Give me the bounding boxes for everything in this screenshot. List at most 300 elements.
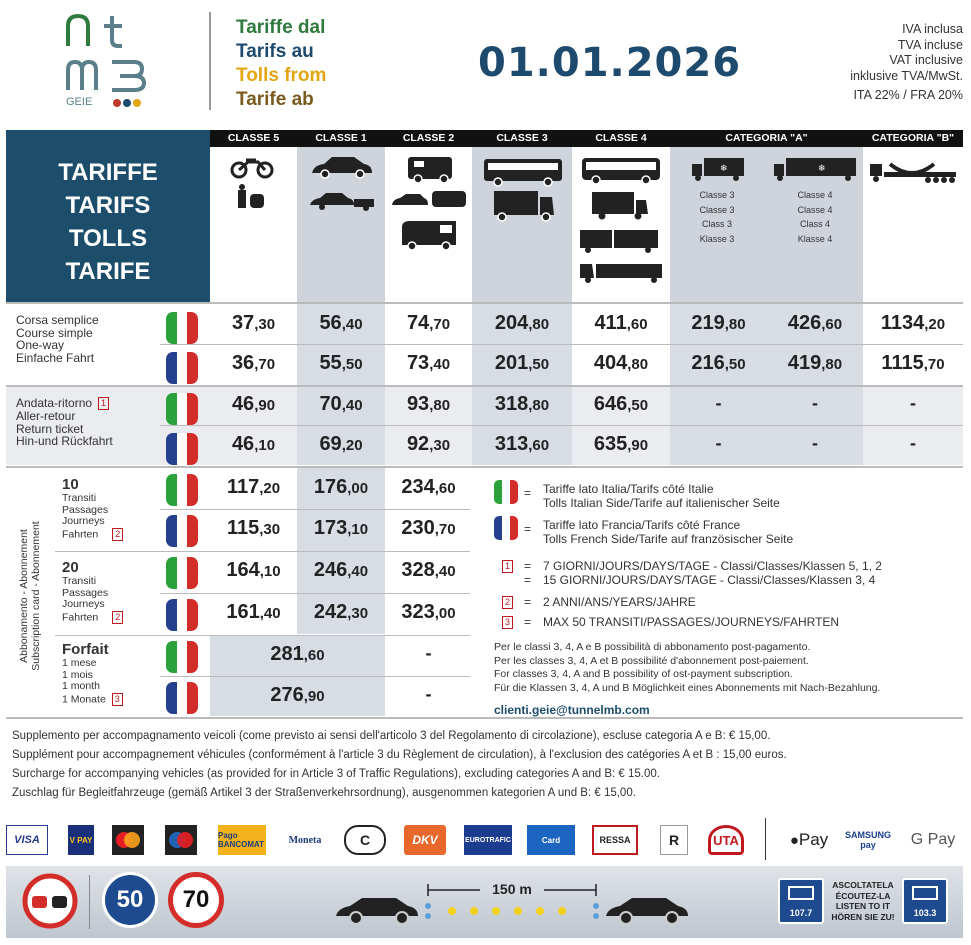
toll-dec: ,40 — [341, 316, 363, 333]
cat-a-line: Class 4 — [799, 219, 830, 229]
panel-title: TARIFFE — [58, 159, 158, 186]
row-divider — [6, 717, 963, 719]
toll-dec: ,80 — [528, 316, 550, 333]
label-line: Passages — [62, 503, 109, 516]
toll-int: 201 — [494, 352, 529, 374]
cat-a-line: Classe 4 — [797, 204, 833, 215]
row-divider — [160, 425, 963, 426]
toll-value — [863, 352, 963, 375]
toll-value — [572, 433, 670, 456]
label-line: Transiti — [62, 575, 97, 587]
toll-dec: ,60 — [303, 647, 325, 664]
tariff-panel — [6, 130, 210, 302]
toll-int: 164 — [226, 559, 260, 581]
toll-value — [385, 312, 472, 335]
apple-pay-text: Pay — [798, 830, 829, 849]
label-line: Transiti — [62, 492, 97, 504]
toll-value — [670, 312, 767, 335]
radio-frequency-sign — [778, 878, 824, 924]
radio-frequency: 107.7 — [789, 908, 813, 918]
toll-dec: ,40 — [341, 397, 363, 414]
france-flag-icon — [166, 599, 198, 631]
toll-int: 323 — [401, 601, 435, 623]
row-divider — [160, 593, 470, 594]
cat-a-line: Classe 4 — [797, 190, 833, 200]
mastercard-logo — [112, 825, 144, 855]
toll-int: 46 — [231, 433, 255, 455]
toll-dec: ,20 — [341, 437, 363, 454]
label-line: Aller-retour — [16, 409, 76, 424]
tariff-titles — [236, 16, 326, 112]
toll-dec: ,30 — [347, 605, 369, 622]
legend-line: Tariffe lato Italia/Tarifs côté Italie — [543, 482, 714, 496]
col-classe1: CLASSE 1 — [315, 132, 367, 144]
cat-a-line: Klasse 4 — [797, 233, 833, 244]
toll-int: 69 — [319, 433, 342, 455]
title-de: Tarife ab — [236, 89, 314, 110]
toll-dec: ,20 — [924, 316, 946, 333]
legend-line: 7 GIORNI/JOURS/DAYS/TAGE - Classi/Classes/Klassen 5, 1, 2 — [543, 559, 882, 573]
label-line: Hin-und Rückfahrt — [16, 434, 113, 449]
legend-line: Per le classi 3, 4, A e B possibilità di abbonamento post-pagamento. — [494, 641, 811, 653]
vat-line: IVA inclusa — [902, 22, 963, 36]
panel-title: TOLLS — [68, 225, 148, 252]
no-value-dash: - — [425, 684, 432, 704]
toll-int: 46 — [231, 393, 255, 415]
row-divider — [55, 635, 470, 636]
title-it: Tariffe dal — [236, 17, 326, 38]
toll-int: 328 — [401, 559, 435, 581]
logo-brand: GEIE — [66, 96, 93, 108]
eq-sign: = — [524, 486, 532, 500]
toll-dec: ,30 — [429, 437, 451, 454]
toll-value — [210, 643, 385, 666]
col-categoria-b: CATEGORIA "B" — [871, 132, 955, 144]
supplement-notes — [12, 727, 787, 803]
eurotrafic-logo: EUROTRAFIC — [464, 825, 512, 855]
toll-value — [572, 352, 670, 375]
toll-int: 404 — [593, 352, 628, 374]
cat-a-line: Klasse 3 — [699, 233, 735, 244]
refrigerated-truck-icon — [690, 156, 746, 182]
toll-int: 74 — [406, 312, 430, 334]
radio-frequency: 103.3 — [913, 908, 937, 918]
radio-text-line: ÉCOUTEZ-LA — [835, 890, 891, 901]
single-trip-label — [16, 314, 99, 364]
toll-value — [385, 393, 472, 416]
toll-value — [385, 517, 472, 540]
toll-dec: ,90 — [303, 688, 325, 705]
dkv-logo: DKV — [404, 825, 446, 855]
ressa-logo: RESSA — [592, 825, 638, 855]
legend-france — [543, 518, 793, 546]
legend-line: 15 GIORNI/JOURS/DAYS/TAGE - Classi/Classes/Klassen 3, 4 — [543, 573, 876, 587]
panel-title: TARIFS — [65, 192, 151, 219]
legend-line: Für die Klassen 3, 4, A und B Möglichkeit eines Abonnements mit Nach-Bezahlung. — [494, 681, 881, 694]
toll-int: 204 — [494, 312, 529, 334]
label-line: Return ticket — [16, 421, 84, 436]
toll-dec: ,60 — [626, 316, 648, 333]
legend-line: Tariffe lato Francia/Tarifs côté France — [543, 518, 741, 532]
google-pay-logo: G Pay — [910, 831, 956, 848]
panel-title: TARIFE — [65, 258, 151, 285]
label-line: One-way — [16, 338, 65, 352]
toll-int: 93 — [406, 393, 430, 415]
cat-a-line: Classe 3 — [699, 204, 735, 215]
italy-flag-icon — [166, 393, 198, 425]
italy-flag-icon — [166, 312, 198, 344]
toll-value — [472, 393, 572, 416]
forfait-label — [62, 642, 123, 706]
vat-line: TVA incluse — [897, 37, 963, 52]
toll-value — [210, 312, 297, 335]
toll-value — [767, 312, 863, 335]
no-value-dash: - — [910, 393, 916, 413]
note-badge: 1 — [502, 560, 513, 573]
toll-dec: ,70 — [923, 356, 945, 373]
vat-line: VAT inclusive — [889, 53, 963, 67]
toll-value — [385, 433, 472, 456]
note-badge: 2 — [502, 596, 513, 609]
toll-int: 1134 — [880, 312, 925, 334]
radio-icon — [912, 886, 938, 900]
radio-icon — [788, 886, 814, 900]
toll-int: 313 — [494, 433, 529, 455]
toll-value — [210, 476, 297, 499]
toll-int: 70 — [319, 393, 342, 415]
vat-rates: ITA 22% / FRA 20% — [853, 88, 963, 102]
toll-value — [670, 352, 767, 375]
eq-sign: = — [524, 595, 532, 609]
toll-int: 635 — [593, 433, 628, 455]
cat-a-note-1 — [687, 188, 747, 246]
toll-value — [472, 312, 572, 335]
header-divider — [209, 12, 211, 110]
toll-dec: ,60 — [821, 316, 843, 333]
eq-sign: = — [524, 559, 532, 573]
toll-dec: ,80 — [724, 316, 746, 333]
routex-logo: R — [660, 825, 688, 855]
toll-dec: ,70 — [434, 521, 456, 538]
label-line: Journeys — [62, 515, 105, 527]
no-value-dash: - — [715, 393, 722, 413]
toll-int: 246 — [313, 559, 348, 581]
supplement-line: Surcharge for accompanying vehicles (as provided for in Article 3 of Traffic Regulations), excluding categories A and B: € 15.00. — [12, 768, 660, 780]
radio-listen-text — [828, 880, 898, 922]
label-line: Einfache Fahrt — [16, 350, 95, 365]
atmb-logo — [60, 12, 155, 112]
toll-dec: ,10 — [259, 563, 281, 580]
moneta-logo: Moneta — [288, 834, 322, 846]
toll-int: 117 — [226, 476, 260, 498]
note-badge: 2 — [112, 528, 123, 541]
toll-int: 219 — [691, 312, 725, 334]
toll-dec: ,90 — [627, 437, 649, 454]
toll-value — [385, 476, 472, 499]
toll-int: 161 — [226, 601, 260, 623]
legend-note2: 2 ANNI/ANS/YEARS/JAHRE — [543, 595, 696, 609]
pagobancomat-logo: Pago BANCOMAT — [218, 825, 266, 855]
label-line: 1 Monate — [62, 692, 106, 705]
toll-int: 411 — [594, 312, 627, 334]
france-flag-icon — [166, 352, 198, 384]
label-line: 1 mese — [62, 657, 97, 669]
toll-dec: ,40 — [434, 563, 456, 580]
samsung-pay-logo: SAMSUNG pay — [844, 830, 891, 850]
toll-dec: ,70 — [429, 316, 451, 333]
row-divider — [160, 676, 470, 677]
legend-note1 — [543, 559, 882, 587]
toll-dec: ,80 — [627, 356, 649, 373]
supplement-line: Zuschlag für Begleitfahrzeuge (gemäß Artikel 3 der Straßenverkehrsordnung), ausgenommen kategorien A und B: € 15,00. — [12, 787, 636, 799]
toll-dec: ,30 — [254, 316, 276, 333]
toll-value — [385, 601, 472, 624]
toll-dec: ,70 — [254, 356, 276, 373]
sub10-label — [62, 477, 123, 541]
supplement-line: Supplément pour accompagnement véhicules (conformément à l'article 3 du Règlement de circulation), à l'exclusion des catégories A et B : 15,00 euros. — [12, 749, 787, 761]
safety-distance-label: 150 m — [492, 881, 532, 897]
row-divider — [6, 385, 963, 387]
toll-dec: ,50 — [341, 356, 363, 373]
toll-int: 173 — [313, 517, 348, 539]
toll-dec: ,30 — [259, 521, 281, 538]
toll-value — [472, 352, 572, 375]
apple-pay-logo — [786, 825, 832, 855]
cat-a-line: Class 3 — [701, 219, 732, 229]
toll-int: 646 — [593, 393, 628, 415]
toll-dec: ,40 — [259, 605, 281, 622]
toll-dec: ,50 — [627, 397, 649, 414]
toll-value — [210, 393, 297, 416]
forfait-title: Forfait — [62, 641, 109, 658]
title-fr: Tarifs au — [236, 41, 314, 62]
toll-value — [863, 312, 963, 335]
toll-int: 176 — [313, 476, 348, 498]
contact-email-link[interactable]: clienti.geie@tunnelmb.com — [494, 703, 650, 717]
toll-dec: ,00 — [434, 605, 456, 622]
min-speed-sign: 50 — [102, 872, 158, 928]
supplement-line: Supplemento per accompagnamento veicoli (come previsto ai sensi dell'articolo 3 del Regolamento di circolazione), escluse categoria A e B: € 15,00. — [12, 730, 771, 742]
toll-dec: ,00 — [347, 480, 369, 497]
note-badge: 3 — [502, 616, 513, 629]
sub20-label — [62, 560, 123, 624]
toll-value — [297, 433, 385, 456]
toll-value — [297, 393, 385, 416]
legend-line: For classes 3, 4, A and B possibility of ost-payment subscription. — [494, 668, 793, 680]
return-trip-label — [16, 397, 113, 448]
label-line: Subscription card - Abonnement — [30, 521, 42, 671]
toll-value — [385, 559, 472, 582]
toll-dec: ,40 — [347, 563, 369, 580]
col-categoria-a: CATEGORIA "A" — [725, 132, 808, 144]
car-icon — [310, 155, 374, 215]
no-value-dash: - — [425, 643, 432, 663]
italy-flag-icon — [166, 641, 198, 673]
toll-dec: ,20 — [259, 480, 281, 497]
no-value-dash: - — [715, 433, 722, 453]
refrigerated-semitruck-icon — [772, 156, 858, 182]
toll-int: 281 — [270, 643, 304, 665]
row-divider — [160, 509, 470, 510]
no-value-dash: - — [910, 433, 916, 453]
legend-line: Tolls Italian Side/Tarife auf italienischer Seite — [543, 496, 780, 510]
label-line: Course simple — [16, 325, 93, 340]
toll-int: 73 — [406, 352, 430, 374]
radio-text-line: HÖREN SIE ZU! — [831, 911, 895, 922]
toll-value — [385, 352, 472, 375]
toll-value — [210, 517, 297, 540]
carte-c-logo: C — [344, 825, 386, 855]
toll-int: 56 — [319, 312, 342, 334]
toll-dec: ,80 — [429, 397, 451, 414]
toll-dec: ,60 — [434, 480, 456, 497]
note-badge: 2 — [112, 611, 123, 624]
motorcycle-icon — [230, 154, 274, 218]
bus-truck-icon — [482, 157, 564, 223]
france-flag-icon — [494, 516, 518, 540]
legend-italy — [543, 482, 780, 510]
toll-dec: ,10 — [254, 437, 276, 454]
italy-flag-icon — [166, 557, 198, 589]
coach-lorry-icon — [578, 156, 664, 284]
row-divider — [6, 302, 963, 304]
toll-value — [297, 352, 385, 375]
note-badge: 3 — [112, 693, 123, 706]
legend-note3: MAX 50 TRANSITI/PASSAGES/JOURNEYS/FAHRTEN — [543, 615, 840, 629]
toll-int: 419 — [787, 352, 822, 374]
toll-int: 115 — [226, 517, 260, 539]
toll-value — [297, 601, 385, 624]
label-line: Journeys — [62, 598, 105, 610]
label-line: Passages — [62, 586, 109, 599]
vpay-logo: V PAY — [68, 825, 94, 855]
col-classe4: CLASSE 4 — [595, 132, 647, 144]
toll-value — [210, 559, 297, 582]
label-line: Fahrten — [62, 610, 99, 623]
toll-value — [297, 476, 385, 499]
toll-dec: ,50 — [528, 356, 550, 373]
toll-int: 55 — [319, 352, 342, 374]
uta-logo: UTA — [708, 825, 744, 855]
toll-dec: ,40 — [429, 356, 451, 373]
col-classe2: CLASSE 2 — [402, 132, 455, 144]
vat-line: inklusive TVA/MwSt. — [850, 68, 963, 83]
vat-info — [850, 22, 963, 104]
toll-value — [210, 601, 297, 624]
row-divider — [160, 344, 963, 345]
note-badge: 1 — [98, 397, 109, 410]
eq-sign: = — [524, 615, 532, 629]
maestro-logo — [165, 825, 197, 855]
toll-int: 234 — [401, 476, 435, 498]
camper-van-icon — [390, 155, 470, 251]
label-line: 1 mois — [62, 668, 93, 681]
toll-int: 230 — [401, 517, 435, 539]
svg-text:❄: ❄ — [720, 163, 728, 173]
shell-card-logo: Card — [527, 825, 575, 855]
toll-dec: ,50 — [724, 356, 746, 373]
toll-value — [572, 312, 670, 335]
no-value-dash: - — [812, 393, 818, 413]
sub-count: 10 — [62, 476, 79, 493]
svg-text:❄: ❄ — [818, 163, 826, 173]
toll-dec: ,10 — [347, 521, 369, 538]
col-classe3: CLASSE 3 — [496, 132, 548, 144]
no-overtaking-icon — [22, 872, 78, 930]
title-en: Tolls from — [236, 65, 327, 86]
toll-int: 216 — [691, 352, 725, 374]
toll-value — [472, 433, 572, 456]
italy-flag-icon — [166, 474, 198, 506]
toll-int: 36 — [231, 352, 255, 374]
france-flag-icon — [166, 433, 198, 465]
column-header-bar — [210, 130, 963, 147]
effective-date: 01.01.2026 — [478, 40, 742, 86]
toll-int: 426 — [787, 312, 822, 334]
toll-dec: ,80 — [528, 397, 550, 414]
label-line: 1 month — [62, 680, 100, 692]
apple-icon: ● — [789, 831, 799, 849]
toll-int: 242 — [313, 601, 348, 623]
exceptional-transport-icon — [868, 154, 958, 184]
toll-value — [297, 559, 385, 582]
payment-divider — [765, 818, 766, 860]
cat-a-note-2 — [785, 188, 845, 246]
toll-int: 318 — [494, 393, 529, 415]
max-speed-sign: 70 — [168, 872, 224, 928]
france-flag-icon — [166, 682, 198, 714]
toll-value — [210, 433, 297, 456]
label-line: Abbonamento - Abonnement — [18, 529, 30, 663]
cat-a-line: Classe 3 — [699, 190, 735, 200]
label-line: Fahrten — [62, 527, 99, 540]
toll-int: 1115 — [881, 352, 924, 374]
legend-line: Tolls French Side/Tarife auf französischer Seite — [543, 532, 794, 546]
row-divider — [6, 466, 963, 468]
toll-dec: ,80 — [821, 356, 843, 373]
label-line: Andata-ritorno — [16, 396, 93, 410]
visa-logo: VISA — [6, 825, 48, 855]
toll-value — [210, 352, 297, 375]
label-line: Corsa semplice — [16, 313, 99, 327]
toll-value — [297, 312, 385, 335]
col-classe5: CLASSE 5 — [227, 132, 280, 144]
toll-int: 276 — [270, 684, 304, 706]
toll-value — [767, 352, 863, 375]
toll-value — [210, 684, 385, 707]
italy-flag-icon — [494, 480, 518, 504]
bar-divider — [89, 875, 90, 929]
toll-value — [572, 393, 670, 416]
toll-value — [297, 517, 385, 540]
subscription-vertical-label — [10, 476, 50, 716]
toll-dec: ,90 — [254, 397, 276, 414]
toll-int: 37 — [231, 312, 255, 334]
radio-text-line: ASCOLTATELA — [832, 880, 894, 890]
toll-dec: ,60 — [528, 437, 550, 454]
row-divider — [55, 551, 470, 552]
radio-text-line: LISTEN TO IT — [835, 901, 891, 911]
legend-line: Per les classes 3, 4, A et B possibilité d'abonnement post-paiement. — [494, 654, 809, 667]
eq-sign: = — [524, 573, 532, 587]
postpay-note — [494, 641, 880, 695]
toll-int: 92 — [406, 433, 430, 455]
france-flag-icon — [166, 515, 198, 547]
sub-count: 20 — [62, 559, 79, 576]
eq-sign: = — [524, 522, 532, 536]
radio-frequency-sign — [902, 878, 948, 924]
no-value-dash: - — [812, 433, 818, 453]
